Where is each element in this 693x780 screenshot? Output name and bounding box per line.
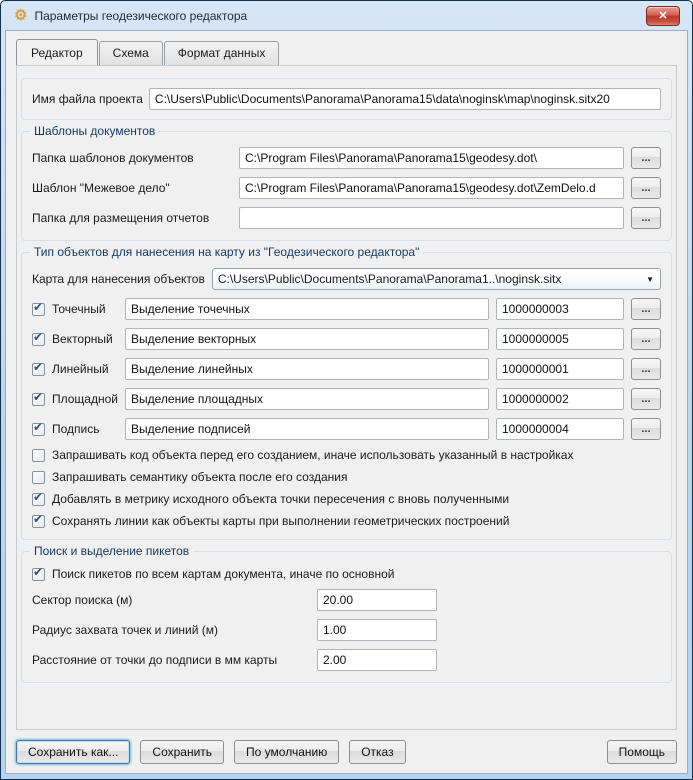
check-icon: ✔ xyxy=(33,329,44,344)
caption-code-input[interactable] xyxy=(496,418,624,440)
ask-semantics-checkbox[interactable] xyxy=(32,471,45,484)
object-types-group xyxy=(21,245,672,540)
snap-radius-label: Радиус захвата точек и линий (м) xyxy=(32,623,219,637)
ask-semantics-label: Запрашивать семантику объекта после его создания xyxy=(52,470,348,484)
ask-code-checkbox[interactable] xyxy=(32,449,45,462)
vector-checkbox[interactable] xyxy=(32,329,45,346)
caption-checkbox[interactable] xyxy=(32,419,45,436)
vector-name-input[interactable] xyxy=(125,328,489,350)
all-maps-checkbox[interactable] xyxy=(32,564,45,581)
point-browse-button[interactable]: ... xyxy=(631,298,661,320)
reports-folder-browse-button[interactable]: ... xyxy=(631,207,661,229)
dialog-body xyxy=(5,30,688,774)
templates-folder-input[interactable] xyxy=(239,147,624,169)
search-sector-input[interactable] xyxy=(317,589,437,611)
picket-search-group xyxy=(21,544,672,683)
linear-name-input[interactable] xyxy=(125,358,489,380)
label-distance-input[interactable] xyxy=(317,649,437,671)
object-types-group-caption: Тип объектов для нанесения на карту из "Геодезического редактора" xyxy=(30,245,423,259)
type-row-linear xyxy=(32,358,661,380)
target-map-combobox[interactable] xyxy=(212,268,661,290)
defaults-button[interactable]: По умолчанию xyxy=(234,740,339,764)
area-name-input[interactable] xyxy=(125,388,489,410)
templates-group xyxy=(21,124,672,241)
linear-checkbox[interactable] xyxy=(32,359,45,376)
all-maps-label: Поиск пикетов по всем картам документа, иначе по основной xyxy=(52,567,395,581)
project-file-label: Имя файла проекта xyxy=(32,92,143,106)
caption-label: Подпись xyxy=(52,422,100,436)
area-browse-button[interactable]: ... xyxy=(631,388,661,410)
target-map-label: Карта для нанесения объектов xyxy=(32,272,205,286)
linear-browse-button[interactable]: ... xyxy=(631,358,661,380)
point-checkbox[interactable] xyxy=(32,299,45,316)
label-distance-label: Расстояние от точки до подписи в мм карты xyxy=(32,653,278,667)
check-icon: ✔ xyxy=(33,359,44,374)
check-icon: ✔ xyxy=(33,299,44,314)
area-checkbox[interactable] xyxy=(32,389,45,406)
vector-label: Векторный xyxy=(52,332,113,346)
area-code-input[interactable] xyxy=(496,388,624,410)
reports-folder-input[interactable] xyxy=(239,207,624,229)
close-button[interactable] xyxy=(646,6,680,26)
point-code-input[interactable] xyxy=(496,298,624,320)
type-row-vector xyxy=(32,328,661,350)
gear-icon: ⚙ xyxy=(14,7,28,24)
type-row-area xyxy=(32,388,661,410)
target-map-value: C:\Users\Public\Documents\Panorama\Panorama1..\noginsk.sitx xyxy=(217,272,562,286)
snap-radius-row xyxy=(32,619,661,641)
type-row-caption xyxy=(32,418,661,440)
save-as-button[interactable]: Сохранить как... xyxy=(16,740,130,764)
check-icon: ✔ xyxy=(33,419,44,434)
boundary-template-row xyxy=(32,177,661,199)
check-icon: ✔ xyxy=(33,389,44,404)
option-row-add-metric xyxy=(32,489,661,506)
templates-folder-label: Папка шаблонов документов xyxy=(32,151,194,165)
tab-data-format[interactable]: Формат данных xyxy=(164,41,280,65)
close-icon: ✕ xyxy=(658,10,668,22)
tab-page-editor xyxy=(16,65,677,730)
save-lines-label: Сохранять линии как объекты карты при выполнении геометрических построений xyxy=(52,514,510,528)
check-icon: ✔ xyxy=(33,564,44,579)
add-metric-label: Добавлять в метрику исходного объекта точки пересечения с вновь полученными xyxy=(52,492,510,506)
titlebar xyxy=(5,1,688,30)
templates-group-caption: Шаблоны документов xyxy=(30,124,159,138)
cancel-button[interactable]: Отказ xyxy=(349,740,405,764)
target-map-row xyxy=(32,268,661,290)
label-distance-row xyxy=(32,649,661,671)
point-name-input[interactable] xyxy=(125,298,489,320)
reports-folder-row xyxy=(32,207,661,229)
window-title: Параметры геодезического редактора xyxy=(34,8,248,23)
linear-code-input[interactable] xyxy=(496,358,624,380)
tab-editor[interactable]: Редактор xyxy=(16,39,98,65)
point-label: Точечный xyxy=(52,302,106,316)
tab-scheme[interactable]: Схема xyxy=(99,41,163,65)
check-icon: ✔ xyxy=(33,511,44,526)
project-file-input[interactable] xyxy=(149,88,661,110)
caption-name-input[interactable] xyxy=(125,418,489,440)
tab-strip xyxy=(6,31,687,65)
search-sector-label: Сектор поиска (м) xyxy=(32,593,133,607)
boundary-template-input[interactable] xyxy=(239,177,624,199)
chevron-down-icon: ▼ xyxy=(646,274,654,284)
button-bar xyxy=(6,730,687,773)
snap-radius-input[interactable] xyxy=(317,619,437,641)
templates-folder-browse-button[interactable]: ... xyxy=(631,147,661,169)
caption-browse-button[interactable]: ... xyxy=(631,418,661,440)
templates-folder-row xyxy=(32,147,661,169)
area-label: Площадной xyxy=(52,392,118,406)
save-lines-checkbox[interactable] xyxy=(32,511,45,528)
picket-search-group-caption: Поиск и выделение пикетов xyxy=(30,544,193,558)
add-metric-checkbox[interactable] xyxy=(32,489,45,506)
reports-folder-label: Папка для размещения отчетов xyxy=(32,211,210,225)
project-file-frame xyxy=(21,78,672,120)
help-button[interactable]: Помощь xyxy=(607,740,677,764)
search-sector-row xyxy=(32,589,661,611)
option-row-save-lines xyxy=(32,511,661,528)
check-icon: ✔ xyxy=(33,489,44,504)
type-row-point xyxy=(32,298,661,320)
option-row-ask-semantics xyxy=(32,470,661,484)
boundary-template-label: Шаблон "Межевое дело" xyxy=(32,181,170,195)
vector-browse-button[interactable]: ... xyxy=(631,328,661,350)
save-button[interactable]: Сохранить xyxy=(140,740,224,764)
ask-code-label: Запрашивать код объекта перед его созданием, иначе использовать указанный в настройках xyxy=(52,448,574,462)
boundary-template-browse-button[interactable]: ... xyxy=(631,177,661,199)
vector-code-input[interactable] xyxy=(496,328,624,350)
linear-label: Линейный xyxy=(52,362,109,376)
option-row-ask-code xyxy=(32,448,661,462)
all-maps-row xyxy=(32,564,661,581)
